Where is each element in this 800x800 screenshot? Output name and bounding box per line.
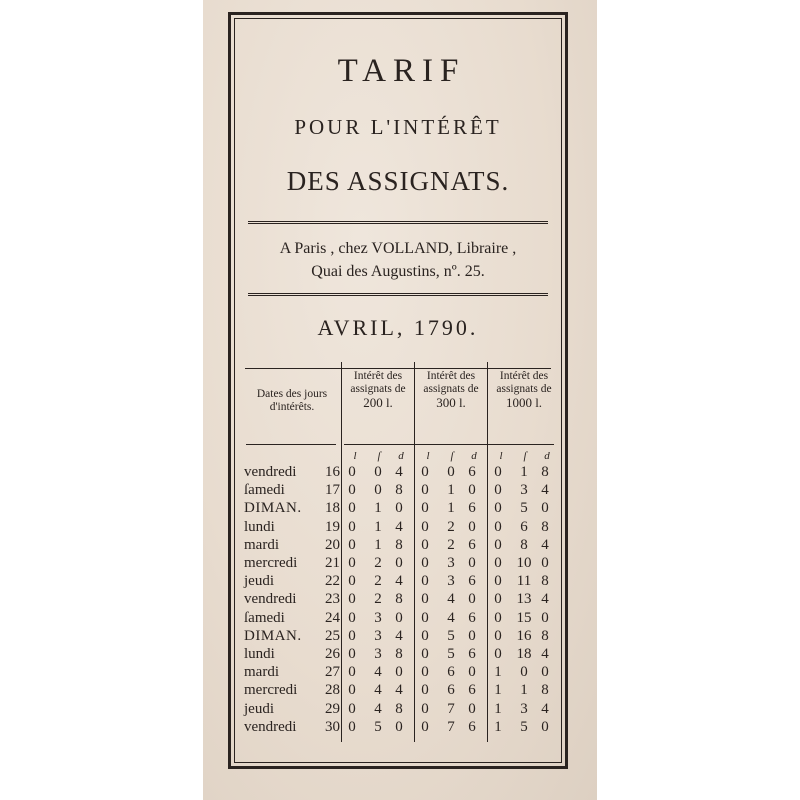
value-livres: 0 [421, 573, 429, 590]
day-name: vendredi [244, 464, 297, 480]
day-name: mercredi [244, 682, 298, 699]
value-deniers: 4 [541, 591, 549, 608]
column-header-300 [415, 370, 487, 409]
value-livres: 0 [421, 646, 429, 662]
value-deniers: 0 [395, 609, 403, 626]
unit-deniers: d [471, 450, 477, 462]
value-livres: 0 [421, 700, 429, 717]
value-sols: 10 [516, 555, 532, 571]
day-number: 28 [325, 682, 340, 699]
value-sols: 1 [520, 682, 528, 699]
value-sols: 7 [447, 718, 455, 735]
value-livres: 0 [348, 573, 356, 590]
value-sols: 2 [447, 536, 455, 553]
value-deniers: 0 [541, 500, 549, 517]
unit-livres: l [353, 450, 357, 462]
value-sols: 3 [447, 573, 455, 590]
day-number: 23 [325, 591, 340, 608]
publisher-line-1: A Paris , chez VOLLAND, Libraire , [279, 240, 517, 257]
value-sols: 3 [374, 609, 382, 626]
value-deniers: 4 [541, 536, 549, 553]
day-number: 24 [325, 609, 340, 626]
value-deniers: 8 [541, 573, 549, 590]
unit-deniers: d [544, 450, 550, 462]
value-sols: 3 [374, 646, 382, 662]
column-header-label: Intérêt des assignats de [350, 370, 406, 395]
day-number: 25 [325, 627, 340, 644]
day-number: 21 [325, 555, 340, 571]
table-row [244, 463, 564, 481]
value-deniers: 8 [395, 646, 403, 662]
value-deniers: 0 [468, 627, 476, 644]
column-header-1000 [488, 370, 560, 409]
value-sols: 16 [516, 627, 532, 644]
day-name: DIMAN. [244, 500, 302, 517]
value-deniers: 0 [468, 518, 476, 535]
value-sols: 1 [447, 482, 455, 499]
value-livres: 1 [494, 718, 502, 735]
value-deniers: 0 [541, 609, 549, 626]
value-livres: 0 [421, 591, 429, 608]
value-livres: 0 [348, 518, 356, 535]
day-number: 16 [325, 464, 340, 480]
table-row [244, 718, 564, 736]
value-deniers: 0 [395, 664, 403, 681]
value-sols: 15 [516, 609, 532, 626]
table-row [244, 536, 564, 554]
value-deniers: 4 [541, 482, 549, 499]
table-row [244, 609, 564, 627]
value-deniers: 6 [468, 682, 476, 699]
value-livres: 0 [421, 609, 429, 626]
value-sols: 8 [520, 536, 528, 553]
day-number: 22 [325, 573, 340, 590]
value-sols: 5 [374, 718, 382, 735]
value-sols: 4 [447, 609, 455, 626]
value-sols: 1 [374, 500, 382, 517]
value-sols: 3 [374, 627, 382, 644]
value-livres: 0 [494, 464, 502, 480]
value-sols: 13 [516, 591, 532, 608]
value-sols: 2 [374, 573, 382, 590]
value-livres: 0 [494, 536, 502, 553]
value-livres: 0 [494, 500, 502, 517]
column-header-label: Intérêt des assignats de [496, 370, 552, 395]
value-deniers: 8 [541, 682, 549, 699]
day-name: mercredi [244, 555, 298, 571]
value-deniers: 0 [468, 591, 476, 608]
value-deniers: 4 [395, 682, 403, 699]
value-livres: 0 [348, 536, 356, 553]
day-number: 17 [325, 482, 340, 499]
value-livres: 0 [421, 555, 429, 571]
value-livres: 0 [494, 609, 502, 626]
value-livres: 0 [348, 555, 356, 571]
table-row [244, 518, 564, 536]
value-deniers: 0 [395, 718, 403, 735]
day-number: 20 [325, 536, 340, 553]
value-deniers: 6 [468, 536, 476, 553]
table-row [244, 554, 564, 572]
value-deniers: 4 [541, 700, 549, 717]
value-livres: 0 [348, 718, 356, 735]
value-livres: 0 [348, 700, 356, 717]
day-number: 18 [325, 500, 340, 517]
value-livres: 0 [348, 464, 356, 480]
value-deniers: 8 [395, 536, 403, 553]
value-livres: 0 [348, 682, 356, 699]
value-sols: 18 [516, 646, 532, 662]
column-header-200 [342, 370, 414, 409]
day-number: 27 [325, 664, 340, 681]
value-livres: 0 [421, 664, 429, 681]
day-number: 30 [325, 718, 340, 735]
header-underline [246, 444, 336, 445]
value-deniers: 6 [468, 718, 476, 735]
value-livres: 0 [421, 482, 429, 499]
table-row [244, 481, 564, 499]
table-row [244, 627, 564, 645]
title-line-1: TARIF [337, 53, 466, 89]
value-deniers: 4 [395, 464, 403, 480]
value-deniers: 8 [395, 591, 403, 608]
unit-sols: ſ [523, 450, 527, 462]
value-deniers: 6 [468, 573, 476, 590]
value-livres: 0 [348, 500, 356, 517]
publisher-line-2: Quai des Augustins, nº. 25. [311, 263, 485, 280]
value-livres: 1 [494, 700, 502, 717]
value-sols: 0 [374, 482, 382, 499]
value-deniers: 4 [395, 627, 403, 644]
value-sols: 0 [374, 464, 382, 480]
month-heading: AVRIL, 1790. [317, 315, 479, 340]
title-line-2: POUR L'INTÉRÊT [294, 115, 502, 139]
value-deniers: 6 [468, 609, 476, 626]
value-livres: 0 [421, 536, 429, 553]
value-livres: 0 [421, 682, 429, 699]
table-row [244, 663, 564, 681]
value-livres: 0 [421, 718, 429, 735]
header-underline [344, 444, 554, 445]
value-sols: 1 [374, 536, 382, 553]
value-livres: 0 [494, 591, 502, 608]
value-sols: 1 [520, 464, 528, 480]
value-sols: 4 [374, 664, 382, 681]
value-deniers: 8 [541, 464, 549, 480]
value-sols: 2 [374, 555, 382, 571]
value-sols: 5 [447, 627, 455, 644]
value-deniers: 0 [468, 555, 476, 571]
column-header-amount: 200 l. [363, 395, 393, 410]
day-name: vendredi [244, 718, 297, 735]
value-livres: 0 [494, 555, 502, 571]
value-sols: 5 [520, 500, 528, 517]
day-name: vendredi [244, 591, 297, 608]
value-deniers: 0 [541, 664, 549, 681]
unit-deniers: d [398, 450, 404, 462]
value-deniers: 8 [541, 518, 549, 535]
table-row [244, 681, 564, 699]
value-livres: 1 [494, 664, 502, 681]
value-deniers: 4 [395, 518, 403, 535]
value-sols: 6 [447, 664, 455, 681]
day-name: lundi [244, 518, 275, 535]
value-deniers: 0 [468, 664, 476, 681]
value-sols: 3 [520, 482, 528, 499]
unit-livres: l [499, 450, 503, 462]
value-livres: 0 [348, 609, 356, 626]
value-sols: 0 [520, 664, 528, 681]
value-livres: 0 [421, 464, 429, 480]
value-deniers: 0 [468, 482, 476, 499]
day-name: lundi [244, 646, 275, 662]
value-deniers: 0 [395, 500, 403, 517]
table-row [244, 499, 564, 517]
value-livres: 0 [494, 627, 502, 644]
value-sols: 7 [447, 700, 455, 717]
value-livres: 1 [494, 682, 502, 699]
day-name: DIMAN. [244, 627, 302, 644]
value-livres: 0 [421, 518, 429, 535]
value-deniers: 0 [541, 718, 549, 735]
day-name: jeudi [244, 700, 274, 717]
value-sols: 1 [374, 518, 382, 535]
value-deniers: 8 [395, 700, 403, 717]
value-deniers: 4 [395, 573, 403, 590]
table-row [244, 572, 564, 590]
value-sols: 1 [447, 500, 455, 517]
day-name: ſamedi [244, 609, 285, 626]
unit-sols: ſ [377, 450, 381, 462]
table-row [244, 700, 564, 718]
table-row [244, 645, 564, 663]
value-livres: 0 [348, 591, 356, 608]
day-name: mardi [244, 664, 279, 681]
value-livres: 0 [494, 518, 502, 535]
value-sols: 2 [374, 591, 382, 608]
column-header-label: Intérêt des assignats de [423, 370, 479, 395]
day-number: 19 [325, 518, 340, 535]
value-deniers: 0 [468, 700, 476, 717]
value-deniers: 0 [541, 555, 549, 571]
value-deniers: 0 [395, 555, 403, 571]
value-sols: 6 [520, 518, 528, 535]
title-line-3: DES ASSIGNATS. [286, 166, 510, 196]
value-sols: 2 [447, 518, 455, 535]
value-sols: 11 [516, 573, 532, 590]
value-sols: 0 [447, 464, 455, 480]
value-livres: 0 [348, 627, 356, 644]
value-livres: 0 [348, 664, 356, 681]
value-livres: 0 [494, 646, 502, 662]
value-sols: 5 [447, 646, 455, 662]
value-sols: 4 [374, 682, 382, 699]
day-number: 26 [325, 646, 340, 662]
value-sols: 4 [374, 700, 382, 717]
value-deniers: 8 [541, 627, 549, 644]
day-name: mardi [244, 536, 279, 553]
value-sols: 4 [447, 591, 455, 608]
value-deniers: 8 [395, 482, 403, 499]
value-sols: 6 [447, 682, 455, 699]
day-name: ſamedi [244, 482, 285, 499]
unit-sols: ſ [450, 450, 454, 462]
value-deniers: 6 [468, 500, 476, 517]
value-livres: 0 [348, 646, 356, 662]
column-header-amount: 300 l. [436, 395, 466, 410]
value-sols: 5 [520, 718, 528, 735]
unit-livres: l [426, 450, 430, 462]
column-header-amount: 1000 l. [505, 395, 543, 410]
value-livres: 0 [421, 627, 429, 644]
day-name: jeudi [244, 573, 274, 590]
value-livres: 0 [494, 482, 502, 499]
value-sols: 3 [520, 700, 528, 717]
value-livres: 0 [494, 573, 502, 590]
value-deniers: 6 [468, 646, 476, 662]
value-livres: 0 [348, 482, 356, 499]
day-number: 29 [325, 700, 340, 717]
table-row [244, 590, 564, 608]
dates-column-header: Dates des jours d'intérêts. [256, 388, 328, 413]
value-sols: 3 [447, 555, 455, 571]
value-livres: 0 [421, 500, 429, 517]
value-deniers: 4 [541, 646, 549, 662]
value-deniers: 6 [468, 464, 476, 480]
